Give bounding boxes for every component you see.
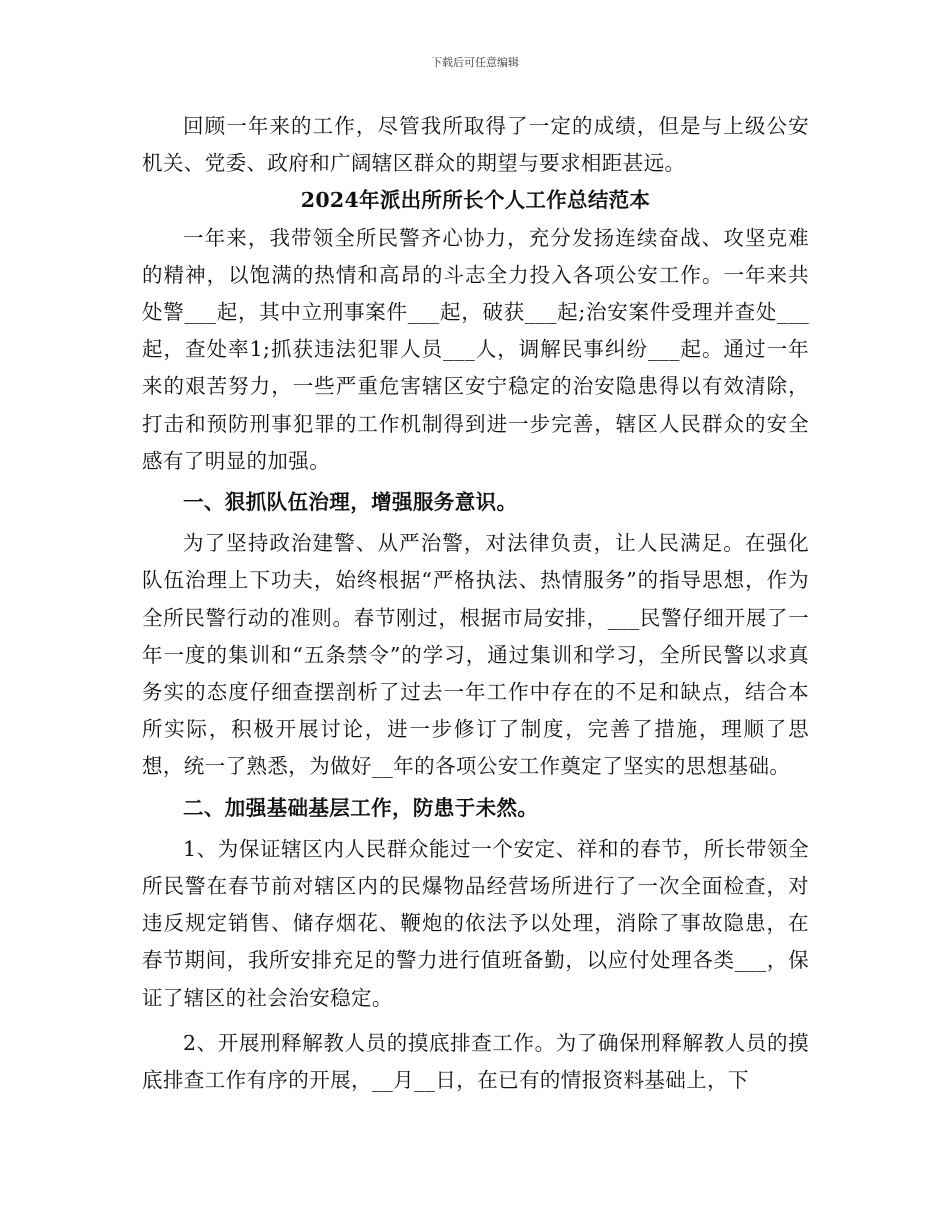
section-heading-1: 一、狠抓队伍治理，增强服务意识。 xyxy=(183,490,518,515)
paragraph-summary: 一年来，我带领全所民警齐心协力，充分发扬连续奋战、攻坚克难的精神，以饱满的热情和高昂的斗志全力投入各项公安工作。一年来共处警___起，其中立刑事案件___起，破获___起;治安案件受理并查处___起，查处率1;抓获违法犯罪人员___人，调解民事纠纷___起。通过一年来的艰苦努力，一些严重危害辖区安宁稳定的治安隐患得以有效清除，打击和预防刑事犯罪的工作机制得到进一步完善，辖区人民群众的安全感有了明显的加强。 xyxy=(142,225,809,473)
paragraph-released-persons: 2、开展刑释解教人员的摸底排查工作。为了确保刑释解教人员的摸底排查工作有序的开展，__月__日，在已有的情报资料基础上，下 xyxy=(142,1030,809,1093)
section-heading-2: 二、加强基础基层工作，防患于未然。 xyxy=(183,795,539,820)
document-title: 2024年派出所所长个人工作总结范本 xyxy=(300,188,651,213)
header-note: 下载后可任意编辑 xyxy=(431,56,519,69)
intro-paragraph: 回顾一年来的工作，尽管我所取得了一定的成绩，但是与上级公安机关、党委、政府和广阔辖区群众的期望与要求相距甚远。 xyxy=(142,114,809,176)
paragraph-spring-festival: 1、为保证辖区内人民群众能过一个安定、祥和的春节，所长带领全所民警在春节前对辖区内的民爆物品经营场所进行了一次全面检查，对违反规定销售、储存烟花、鞭炮的依法予以处理，消除了事故隐患，在春节期间，我所安排充足的警力进行值班备勤，以应付处理各类___，保证了辖区的社会治安稳定。 xyxy=(142,836,809,1010)
document-body xyxy=(142,108,809,1099)
paragraph-team-management: 为了坚持政治建警、从严治警，对法律负责，让人民满足。在强化队伍治理上下功夫，始终根据“严格执法、热情服务”的指导思想，作为全所民警行动的准则。春节刚过，根据市局安排，___民警仔细开展了一年一度的集训和“五条禁令”的学习，通过集训和学习，全所民警以求真务实的态度仔细查摆剖析了过去一年工作中存在的不足和缺点，结合本所实际，积极开展讨论，进一步修订了制度，完善了措施，理顺了思想，统一了熟悉，为做好__年的各项公安工作奠定了坚实的思想基础。 xyxy=(142,531,809,779)
paragraph-gap xyxy=(142,1017,809,1025)
